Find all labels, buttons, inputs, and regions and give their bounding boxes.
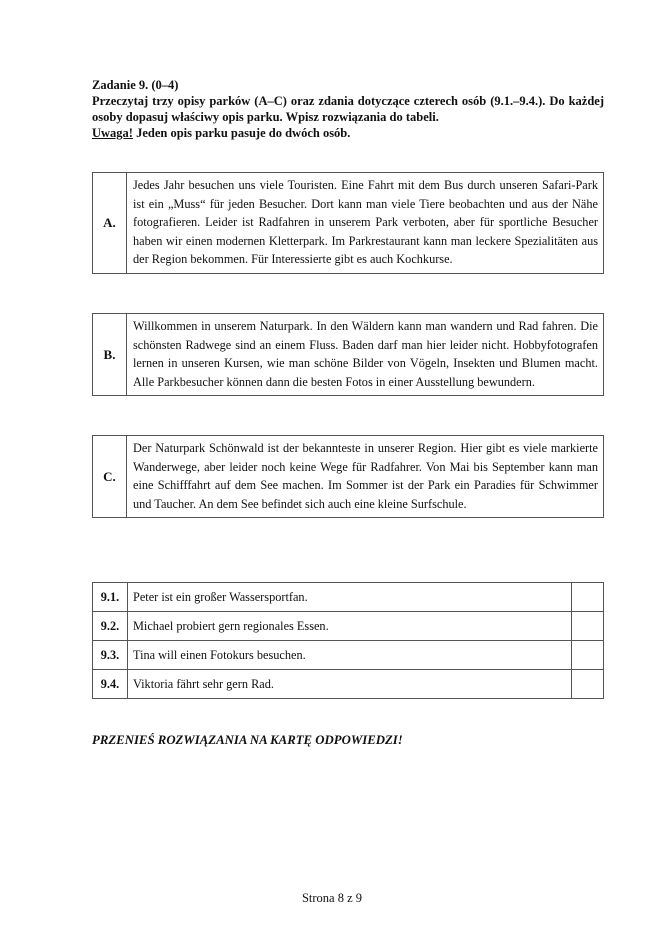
park-letter: C.	[93, 436, 127, 517]
person-number: 9.3.	[93, 641, 128, 670]
warning-text: Jeden opis parku pasuje do dwóch osób.	[132, 126, 351, 140]
page-number: Strona 8 z 9	[301, 891, 363, 905]
person-statement: Michael probiert gern regionales Essen.	[128, 612, 572, 641]
person-statement: Tina will einen Fotokurs besuchen.	[128, 641, 572, 670]
table-row	[93, 583, 604, 612]
task-header	[92, 77, 604, 141]
person-number: 9.4.	[93, 670, 128, 699]
park-text: Der Naturpark Schönwald ist der bekannteste in unserer Region. Hier gibt es viele markierte Wanderwege, aber leider noch keine Wege für Radfahrer. Von Mai bis September kann man eine Schifffahrt auf dem See machen. Im Sommer ist der Park ein Paradies für Schwimmer und Taucher. An dem See befindet sich auch eine kleine Surfschule.	[133, 441, 598, 511]
answer-cell[interactable]	[572, 612, 604, 641]
person-number: 9.2.	[93, 612, 128, 641]
table-row	[93, 641, 604, 670]
person-statement: Peter ist ein großer Wassersportfan.	[128, 583, 572, 612]
answer-cell[interactable]	[572, 641, 604, 670]
task-instruction	[92, 93, 604, 141]
person-number: 9.1.	[93, 583, 128, 612]
warning-label: Uwaga!	[92, 126, 133, 140]
task-title: Zadanie 9. (0–4)	[92, 78, 179, 92]
park-description-b	[92, 313, 604, 396]
person-statement: Viktoria fährt sehr gern Rad.	[128, 670, 572, 699]
answer-table	[92, 582, 604, 699]
park-letter: B.	[93, 314, 127, 395]
transfer-note: PRZENIEŚ ROZWIĄZANIA NA KARTĘ ODPOWIEDZI!	[92, 733, 403, 747]
table-row	[93, 670, 604, 699]
answer-cell[interactable]	[572, 583, 604, 612]
table-row	[93, 612, 604, 641]
park-description-c	[92, 435, 604, 518]
park-text: Willkommen in unserem Naturpark. In den Wäldern kann man wandern und Rad fahren. Die schönsten Radwege sind an einem Fluss. Baden darf man hier leider nicht. Hobbyfotografen lernen in unseren Kursen, wie man schöne Bilder von Vögeln, Insekten und Blumen macht. Alle Parkbesucher können dann die besten Fotos in einer Ausstellung bewundern.	[133, 319, 598, 389]
park-description-a	[92, 172, 604, 274]
task-instruction-text: Przeczytaj trzy opisy parków (A–C) oraz zdania dotyczące czterech osób (9.1.–9.4.). Do każdej osoby dopasuj właściwy opis parku. Wpisz rozwiązania do tabeli.	[92, 94, 604, 124]
park-letter: A.	[93, 173, 127, 273]
answer-cell[interactable]	[572, 670, 604, 699]
park-text: Jedes Jahr besuchen uns viele Touristen. Eine Fahrt mit dem Bus durch unseren Safari-Park ist ein „Muss“ für jeden Besucher. Dort kann man viele Tiere beobachten und aus der Nähe fotografieren. Leider ist Radfahren in unserem Park verboten, aber für sportliche Besucher haben wir einen modernen Kletterpark. Im Parkrestaurant kann man leckere Spezialitäten aus der Region bekommen. Für Interessierte gibt es auch Kochkurse.	[133, 178, 598, 267]
